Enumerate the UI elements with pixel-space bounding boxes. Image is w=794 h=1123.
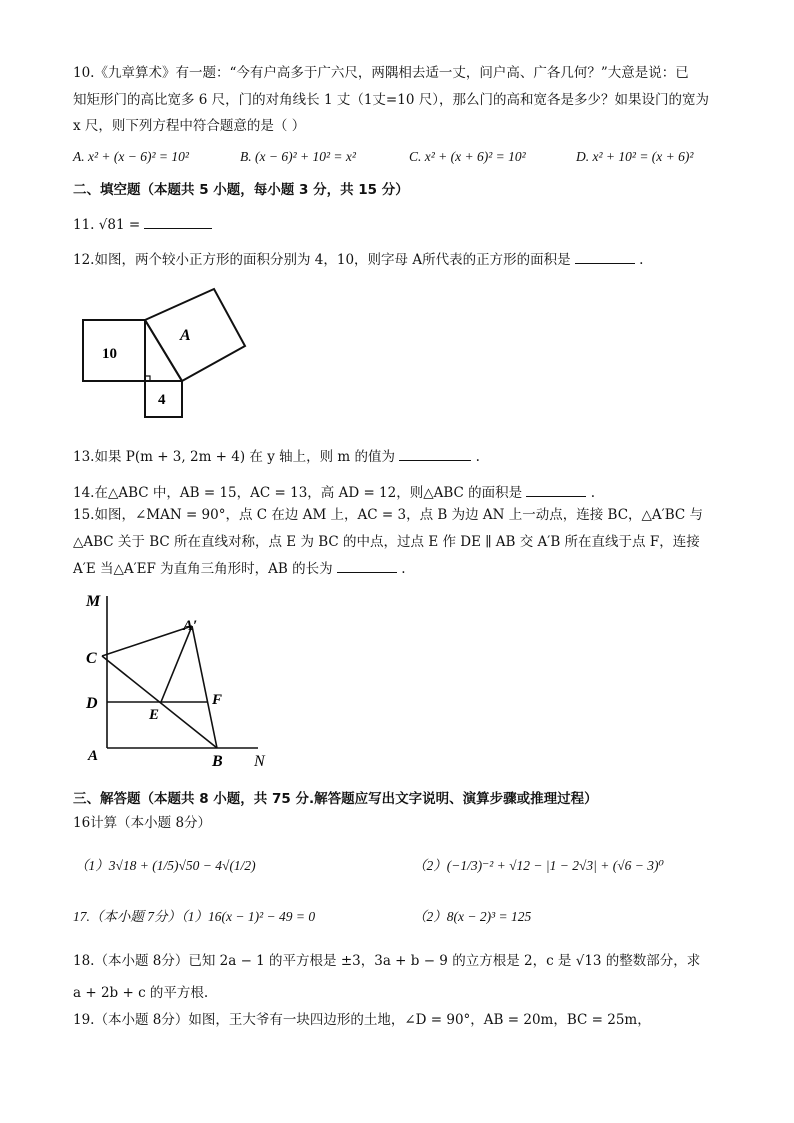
label-f: F <box>212 692 223 708</box>
q16-part1: （1）3√18 + (1/5)√50 − 4√(1/2) <box>75 858 256 873</box>
q12-squares-figure <box>78 285 253 420</box>
q14 <box>73 482 723 503</box>
q13-end: . <box>475 449 480 465</box>
q18-line2: a + 2b + c 的平方根. <box>73 985 209 1001</box>
triangle-hypotenuse <box>145 320 182 381</box>
label-c: C <box>86 650 97 667</box>
answer-blank <box>144 214 212 229</box>
option-c: C. x² + (x + 6)² = 10² <box>409 149 526 164</box>
option-d: D. x² + 10² = (x + 6)² <box>576 149 694 164</box>
answer-blank <box>337 558 397 573</box>
q15-geometry-figure <box>80 588 280 773</box>
q13 <box>73 446 723 467</box>
q17-part1: 17.（本小题 7分）（1）16(x − 1)² − 49 = 0 <box>73 909 316 924</box>
q12-text: 12.如图，两个较小正方形的面积分别为 4，10，则字母 A所代表的正方形的面积是 <box>73 252 571 268</box>
label-a: A <box>88 748 99 764</box>
label-a: A <box>180 327 191 344</box>
option-a: A. x² + (x − 6)² = 10² <box>73 149 189 164</box>
q11 <box>73 214 723 235</box>
q14-end: . <box>590 485 596 501</box>
label-a-prime: A′ <box>183 618 198 634</box>
q12-end: . <box>639 252 644 268</box>
section2-heading: 二、填空题（本题共 5 小题，每小题 3 分，共 15 分） <box>73 182 409 198</box>
q15-line3 <box>73 558 723 579</box>
q10-line3: x 尺，则下列方程中符合题意的是（ ） <box>73 118 306 134</box>
q14-text: 14.在△ABC 中，AB = 15，AC = 13，高 AD = 12，则△ABC 的面积是 <box>73 485 523 501</box>
answer-blank <box>575 249 635 264</box>
segment-a-prime-e <box>161 626 192 702</box>
label-d: D <box>86 695 98 712</box>
label-n: N <box>254 753 265 770</box>
label-m: M <box>86 593 101 610</box>
q19-text: 19.（本小题 8分）如图，王大爷有一块四边形的土地，∠D = 90°，AB = 20m，BC = 25m， <box>73 1012 651 1028</box>
q15-line3-text: A′E 当△A′EF 为直角三角形时，AB 的长为 <box>73 561 333 577</box>
q10-line1: 10.《九章算术》有一题：“今有户高多于广六尺，两隅相去适一丈，问户高、广各几何？”大意是说：已 <box>73 65 689 81</box>
q10-line2: 知矩形门的高比宽多 6 尺，门的对角线长 1 丈（1丈=10 尺），那么门的高和宽各是多少？如果设门的宽为 <box>73 92 709 108</box>
q15-end: . <box>401 561 406 577</box>
q18-line1: 18.（本小题 8分）已知 2a − 1 的平方根是 ±3，3a + b − 9 的立方根是 2，c 是 √13 的整数部分，求 <box>73 953 701 969</box>
answer-blank <box>399 446 471 461</box>
label-b: B <box>212 753 223 770</box>
square-a <box>145 289 245 381</box>
q12 <box>73 249 723 270</box>
label-e: E <box>149 707 160 723</box>
option-b: B. (x − 6)² + 10² = x² <box>240 149 356 164</box>
q13-text: 13.如果 P(m + 3, 2m + 4) 在 y 轴上，则 m 的值为 <box>73 449 396 465</box>
label-4: 4 <box>158 392 166 408</box>
label-10: 10 <box>102 346 117 362</box>
segment-ca-prime <box>102 626 192 656</box>
q17-part2: （2）8(x − 2)³ = 125 <box>413 909 532 924</box>
section3-heading: 三、解答题（本题共 8 小题，共 75 分.解答题应写出文字说明、演算步骤或推理过程） <box>73 791 598 807</box>
q15-line2: △ABC 关于 BC 所在直线对称，点 E 为 BC 的中点，过点 E 作 DE ∥ AB 交 A′B 所在直线于点 F，连接 <box>73 534 700 550</box>
answer-blank <box>526 482 586 497</box>
q15-line1: 15.如图，∠MAN = 90°，点 C 在边 AM 上，AC = 3，点 B 为边 AN 上一动点，连接 BC，△A′BC 与 <box>73 507 704 523</box>
segment-a-prime-b <box>192 626 217 748</box>
q16-title: 16计算（本小题 8分） <box>73 815 212 831</box>
q11-text: 11. √81 = <box>73 217 141 233</box>
q16-part2: （2）(−1/3)⁻² + √12 − |1 − 2√3| + (√6 − 3)⁰ <box>413 858 664 873</box>
